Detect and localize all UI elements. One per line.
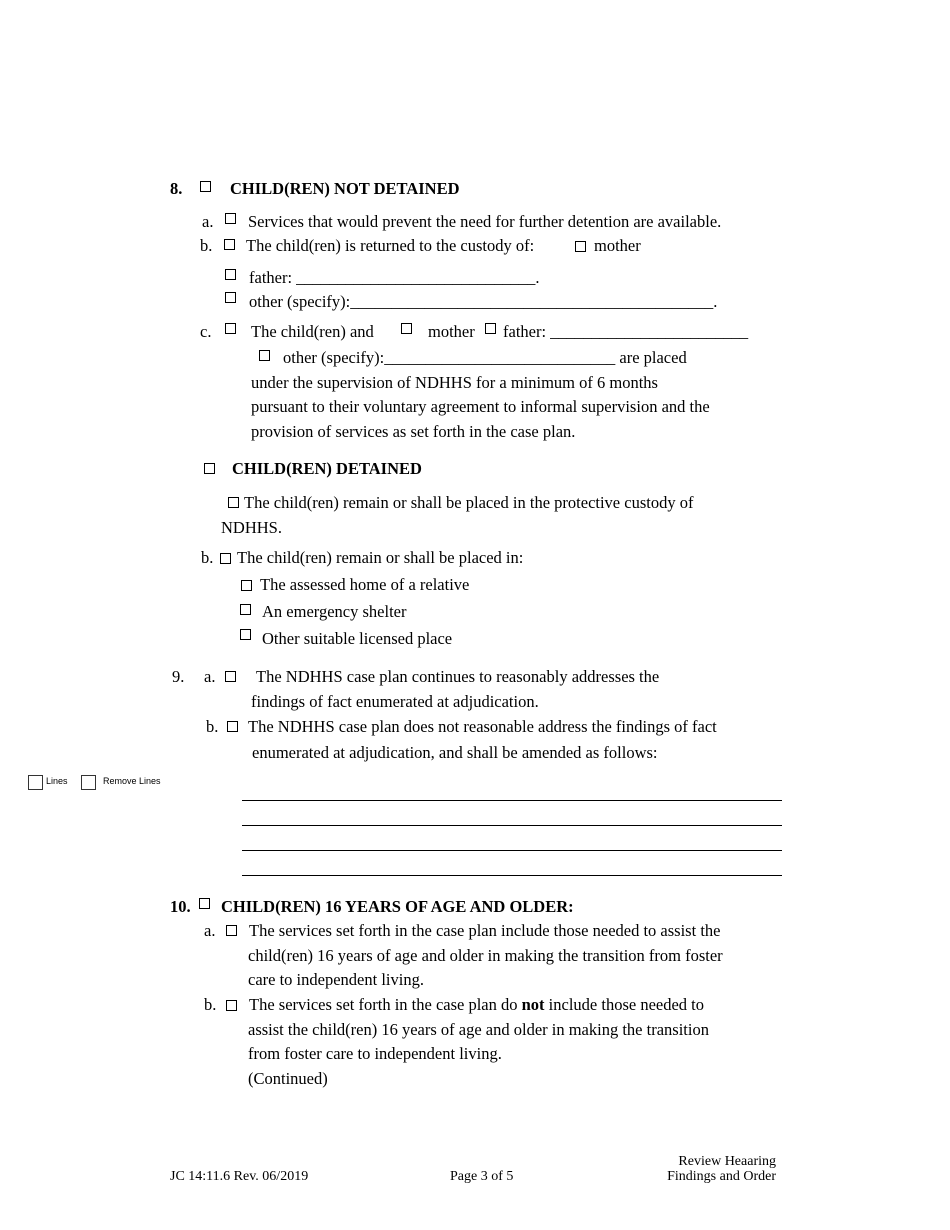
item-8b-mother-label: mother [594, 236, 641, 255]
item-8b-father-checkbox[interactable] [225, 269, 236, 280]
item-10b-label: b. [204, 995, 217, 1014]
lines-label: Lines [46, 776, 68, 786]
item-8c-other-field[interactable]: other (specify):____________________________ are placed [283, 348, 687, 367]
item-8b-other-field[interactable]: other (specify):____________________________________________. [249, 292, 718, 311]
item-9a-line1: The NDHHS case plan continues to reasonably addresses the [256, 667, 660, 686]
item-10b-line2: assist the child(ren) 16 years of age and older in making the transition [248, 1020, 709, 1039]
item-8a-checkbox[interactable] [225, 213, 236, 224]
item-9b-line1: The NDHHS case plan does not reasonable address the findings of fact [248, 717, 717, 736]
item-8b-checkbox[interactable] [224, 239, 235, 250]
amendment-line[interactable] [242, 800, 782, 801]
item-8c-mother-label: mother [428, 322, 475, 341]
emergency-shelter-label: An emergency shelter [262, 602, 407, 621]
item-8c-line4: provision of services as set forth in the case plan. [251, 422, 576, 441]
item-8c-other-checkbox[interactable] [259, 350, 270, 361]
remove-lines-checkbox[interactable] [81, 775, 96, 790]
item-10b-line1-post: include those needed to [548, 995, 704, 1014]
relative-home-label: The assessed home of a relative [260, 575, 470, 594]
form-id: JC 14:11.6 Rev. 06/2019 [170, 1169, 309, 1184]
item-10a-line2: child(ren) 16 years of age and older in making the transition from foster [248, 946, 723, 965]
item-10a-line1: The services set forth in the case plan include those needed to assist the [249, 921, 721, 940]
item-8c-father-checkbox[interactable] [485, 323, 496, 334]
detained-checkbox[interactable] [204, 463, 215, 474]
item-9b-checkbox[interactable] [227, 721, 238, 732]
section-10-heading: CHILD(REN) 16 YEARS OF AGE AND OLDER: [221, 897, 574, 916]
not-detained-checkbox[interactable] [200, 181, 211, 192]
detained-b-text: The child(ren) remain or shall be placed in: [237, 548, 524, 567]
detained-a-checkbox[interactable] [228, 497, 239, 508]
item-8c-checkbox[interactable] [225, 323, 236, 334]
item-10b-emphasis: not [521, 995, 545, 1014]
item-10b-line1-pre: The services set forth in the case plan do [249, 995, 518, 1014]
item-8b-label: b. [200, 236, 213, 255]
not-detained-heading: CHILD(REN) NOT DETAINED [230, 179, 460, 198]
section-10-number: 10. [170, 897, 191, 916]
item-9a-checkbox[interactable] [225, 671, 236, 682]
item-10b-checkbox[interactable] [226, 1000, 237, 1011]
detained-heading: CHILD(REN) DETAINED [232, 459, 422, 478]
amendment-line[interactable] [242, 825, 782, 826]
continued-note: (Continued) [248, 1069, 328, 1088]
remove-lines-label: Remove Lines [103, 776, 161, 786]
item-10a-label: a. [204, 921, 216, 940]
page-number: Page 3 of 5 [450, 1169, 514, 1184]
item-9b-label: b. [206, 717, 219, 736]
item-10b-line1 [249, 995, 704, 1015]
item-8c-line3: pursuant to their voluntary agreement to informal supervision and the [251, 397, 710, 416]
form-title-line2: Findings and Order [667, 1169, 776, 1184]
amendment-line[interactable] [242, 875, 782, 876]
item-8c-father-field[interactable]: father: ________________________ [503, 322, 749, 341]
item-9a-label: a. [204, 667, 216, 686]
item-8c-mother-checkbox[interactable] [401, 323, 412, 334]
lines-checkbox[interactable] [28, 775, 43, 790]
item-8b-text: The child(ren) is returned to the custody of: [246, 236, 535, 255]
detained-a-line2: NDHHS. [221, 518, 282, 537]
item-9b-line2: enumerated at adjudication, and shall be amended as follows: [252, 743, 658, 762]
item-9a-line2: findings of fact enumerated at adjudication. [251, 692, 539, 711]
licensed-place-label: Other suitable licensed place [262, 629, 453, 648]
section-9-number: 9. [172, 667, 185, 686]
item-8b-mother-checkbox[interactable] [575, 241, 586, 252]
item-8c-line2: under the supervision of NDHHS for a minimum of 6 months [251, 373, 658, 392]
amendment-line[interactable] [242, 850, 782, 851]
item-10a-checkbox[interactable] [226, 925, 237, 936]
item-8c-label: c. [200, 322, 212, 341]
detained-a-line1: The child(ren) remain or shall be placed in the protective custody of [244, 493, 694, 512]
item-10b-line3: from foster care to independent living. [248, 1044, 502, 1063]
emergency-shelter-checkbox[interactable] [240, 604, 251, 615]
form-title-line1: Review Heaaring [678, 1154, 776, 1169]
relative-home-checkbox[interactable] [241, 580, 252, 591]
item-8a-label: a. [202, 212, 214, 231]
section-10-checkbox[interactable] [199, 898, 210, 909]
licensed-place-checkbox[interactable] [240, 629, 251, 640]
item-8c-text: The child(ren) and [251, 322, 374, 341]
item-8b-other-checkbox[interactable] [225, 292, 236, 303]
item-8a-text: Services that would prevent the need for further detention are available. [248, 212, 722, 231]
detained-b-checkbox[interactable] [220, 553, 231, 564]
detained-b-label: b. [201, 548, 214, 567]
item-10a-line3: care to independent living. [248, 970, 424, 989]
item-8b-father-field[interactable]: father: _____________________________. [249, 268, 540, 287]
section-8-number: 8. [170, 179, 183, 198]
